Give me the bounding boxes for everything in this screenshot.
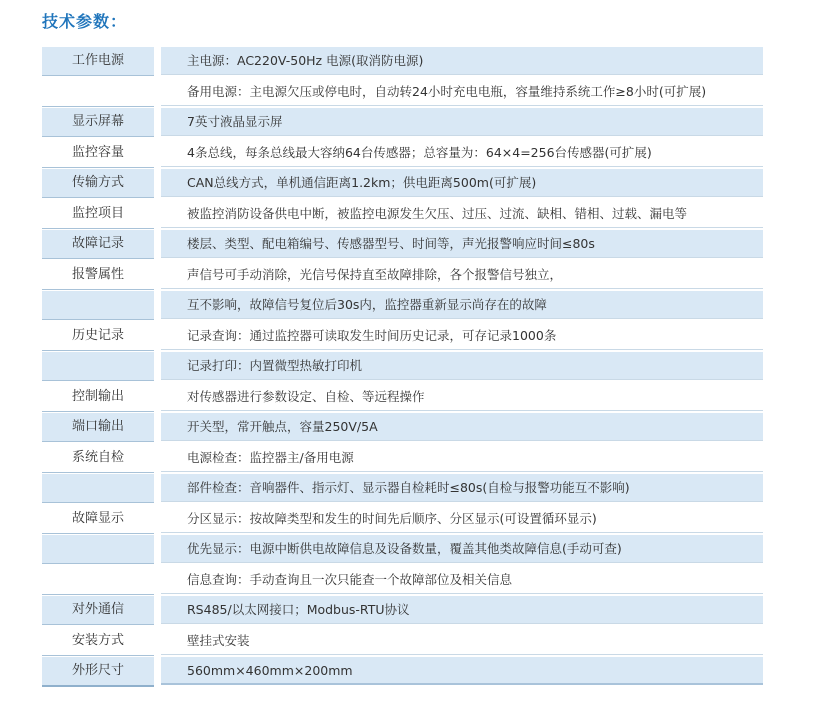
spec-value: 分区显示：按故障类型和发生的时间先后顺序、分区显示(可设置循环显示) <box>161 505 763 533</box>
spec-value: 声信号可手动消除，光信号保持直至故障排除，各个报警信号独立， <box>161 261 763 289</box>
spec-table <box>42 47 763 688</box>
spec-label: 传输方式 <box>42 169 154 198</box>
spec-label: 系统自检 <box>42 444 154 473</box>
spec-row <box>42 474 763 505</box>
spec-label: 安装方式 <box>42 627 154 656</box>
spec-value: 信息查询：手动查询且一次只能查一个故障部位及相关信息 <box>161 566 763 594</box>
spec-value: 被监控消防设备供电中断，被监控电源发生欠压、过压、过流、缺相、错相、过载、漏电等 <box>161 200 763 228</box>
spec-value: 7英寸液晶显示屏 <box>161 108 763 136</box>
spec-row <box>42 444 763 475</box>
spec-label: 故障记录 <box>42 230 154 259</box>
spec-label: 控制输出 <box>42 383 154 412</box>
spec-row <box>42 352 763 383</box>
spec-value: CAN总线方式，单机通信距离1.2km；供电距离500m(可扩展) <box>161 169 763 197</box>
spec-label <box>42 566 154 595</box>
spec-value: 主电源：AC220V-50Hz 电源(取消防电源) <box>161 47 763 75</box>
spec-row <box>42 200 763 231</box>
spec-row <box>42 108 763 139</box>
spec-row <box>42 657 763 688</box>
spec-value: 部件检查：音响器件、指示灯、显示器自检耗时≤80s(自检与报警功能互不影响) <box>161 474 763 502</box>
spec-row <box>42 566 763 597</box>
spec-value: 互不影响，故障信号复位后30s内，监控器重新显示尚存在的故障 <box>161 291 763 319</box>
spec-label: 故障显示 <box>42 505 154 534</box>
spec-label: 报警属性 <box>42 261 154 290</box>
spec-label: 显示屏幕 <box>42 108 154 137</box>
spec-label <box>42 535 154 564</box>
spec-label: 工作电源 <box>42 47 154 76</box>
spec-row <box>42 596 763 627</box>
spec-row <box>42 169 763 200</box>
spec-row <box>42 413 763 444</box>
spec-row <box>42 78 763 109</box>
spec-label: 历史记录 <box>42 322 154 351</box>
spec-row <box>42 627 763 658</box>
spec-value: 4条总线，每条总线最大容纳64台传感器；总容量为：64×4=256台传感器(可扩展) <box>161 139 763 167</box>
spec-label: 端口输出 <box>42 413 154 442</box>
spec-label <box>42 474 154 503</box>
spec-row <box>42 505 763 536</box>
spec-label: 外形尺寸 <box>42 657 154 687</box>
spec-label <box>42 352 154 381</box>
spec-value: 560mm×460mm×200mm <box>161 657 763 685</box>
spec-value: 电源检查：监控器主/备用电源 <box>161 444 763 472</box>
spec-value: 记录打印：内置微型热敏打印机 <box>161 352 763 380</box>
spec-row <box>42 47 763 78</box>
spec-row <box>42 383 763 414</box>
spec-row <box>42 230 763 261</box>
spec-label: 监控容量 <box>42 139 154 168</box>
spec-row <box>42 261 763 292</box>
spec-label: 监控项目 <box>42 200 154 229</box>
spec-value: 壁挂式安装 <box>161 627 763 655</box>
spec-label: 对外通信 <box>42 596 154 625</box>
spec-value: 优先显示：电源中断供电故障信息及设备数量，覆盖其他类故障信息(手动可查) <box>161 535 763 563</box>
spec-label <box>42 78 154 107</box>
spec-value: 记录查询：通过监控器可读取发生时间历史记录，可存记录1000条 <box>161 322 763 350</box>
spec-row <box>42 322 763 353</box>
spec-row <box>42 139 763 170</box>
spec-row <box>42 535 763 566</box>
spec-row <box>42 291 763 322</box>
spec-value: 开关型，常开触点，容量250V/5A <box>161 413 763 441</box>
spec-value: 备用电源：主电源欠压或停电时，自动转24小时充电电瓶，容量维持系统工作≥8小时(可扩展) <box>161 78 763 106</box>
spec-value: 楼层、类型、配电箱编号、传感器型号、时间等，声光报警响应时间≤80s <box>161 230 763 258</box>
page-title: 技术参数： <box>42 12 128 31</box>
spec-value: RS485/以太网接口；Modbus-RTU协议 <box>161 596 763 624</box>
spec-label <box>42 291 154 320</box>
spec-value: 对传感器进行参数设定、自检、等远程操作 <box>161 383 763 411</box>
